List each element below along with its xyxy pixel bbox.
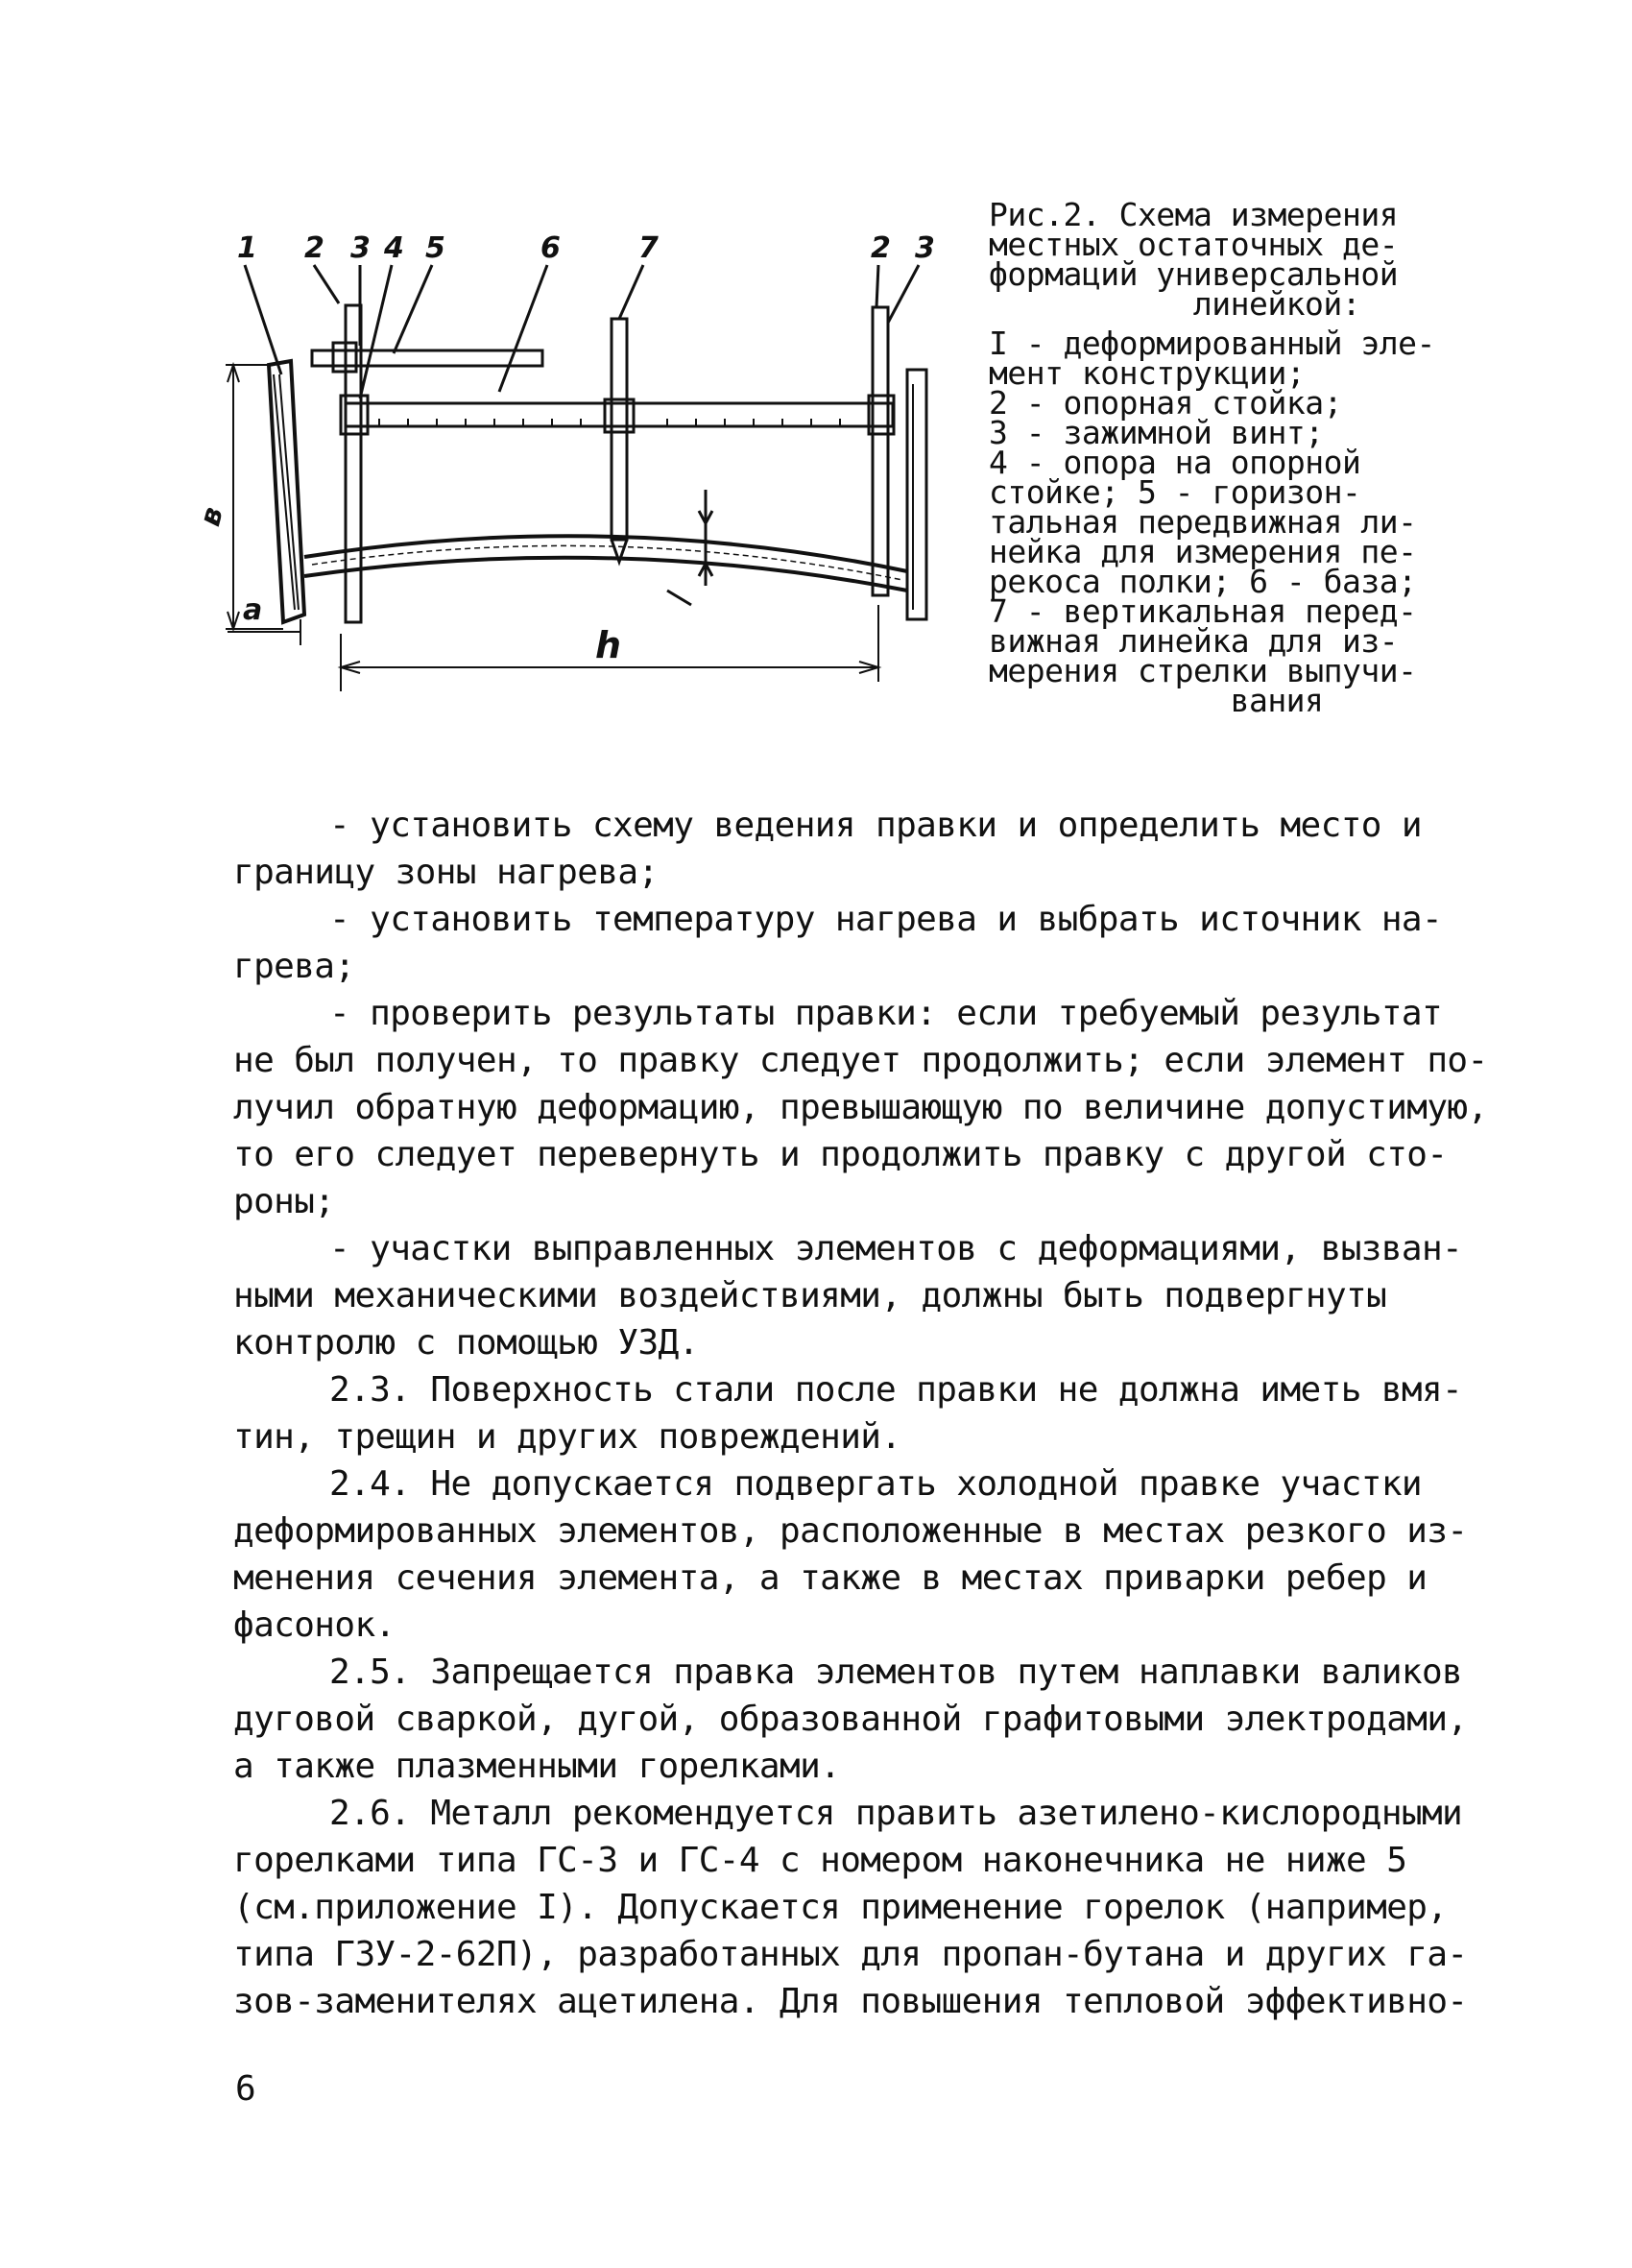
text-line: типа ГЗУ-2-62П), разработанных для пропан-бутана и других га-: [233, 1935, 1468, 1974]
text-line: роны;: [233, 1182, 335, 1221]
figure-label-4: 4: [384, 231, 404, 265]
legend-line: 4 - опора на опорной: [989, 444, 1361, 481]
legend-line: I - деформированный эле-: [989, 325, 1435, 362]
text-line: менения сечения элемента, а также в местах приварки ребер и: [233, 1558, 1428, 1598]
text-line: фасонок.: [233, 1605, 396, 1645]
text-line: дуговой сваркой, дугой, образованной графитовыми электродами,: [233, 1700, 1468, 1739]
text-line: - установить схему ведения правки и определить место и: [329, 806, 1422, 845]
dimension-a-label: a: [243, 593, 263, 627]
text-line: 2.6. Металл рекомендуется править азетилено-кислородными: [329, 1794, 1463, 1833]
caption-line: формаций универсальной: [989, 255, 1399, 293]
figure-label-7: 7: [638, 231, 659, 265]
legend-line: мерения стрелки выпучи-: [989, 652, 1417, 689]
legend-line: стойке; 5 - горизон-: [989, 473, 1361, 511]
legend-line: 3 - зажимной винт;: [989, 414, 1324, 451]
text-line: то его следует перевернуть и продолжить правку с другой сто-: [233, 1135, 1448, 1174]
text-line: ными механическими воздействиями, должны быть подвергнуты: [233, 1276, 1387, 1315]
figure-label-3: 3: [350, 231, 371, 265]
figure-label-2-right: 2: [871, 231, 891, 265]
legend-line: рекоса полки; 6 - база;: [989, 563, 1417, 600]
text-line: а также плазменными горелками.: [233, 1747, 841, 1786]
text-line: 2.5. Запрещается правка элементов путем наплавки валиков: [329, 1653, 1463, 1692]
legend-line: нейка для измерения пе-: [989, 533, 1417, 570]
text-line: тин, трещин и других повреждений.: [233, 1417, 901, 1457]
text-line: 2.3. Поверхность стали после правки не должна иметь вмя-: [329, 1370, 1463, 1410]
text-line: - проверить результаты правки: если требуемый результат: [329, 994, 1443, 1033]
text-line: - участки выправленных элементов с деформациями, вызван-: [329, 1229, 1463, 1268]
figure-label-1: 1: [237, 231, 257, 265]
figure-label-6: 6: [540, 231, 561, 265]
text-line: (см.приложение I). Допускается применение горелок (например,: [233, 1888, 1448, 1927]
legend-line: вижная линейка для из-: [989, 622, 1399, 660]
text-line: границу зоны нагрева;: [233, 853, 659, 892]
text-line: горелками типа ГС-3 и ГС-4 с номером наконечника не ниже 5: [233, 1841, 1407, 1880]
page-number: 6: [235, 2069, 256, 2109]
caption-line: местных остаточных де-: [989, 226, 1399, 263]
text-line: грева;: [233, 947, 355, 986]
legend-line: вания: [1230, 682, 1324, 719]
legend-line: 7 - вертикальная перед-: [989, 592, 1417, 630]
body-text: [233, 802, 1488, 2025]
figure-legend: [989, 325, 1565, 719]
caption-line: линейкой:: [1192, 285, 1361, 323]
legend-line: мент конструкции;: [989, 354, 1306, 392]
legend-line: 2 - опорная стойка;: [989, 384, 1342, 422]
figure-label-3-right: 3: [915, 231, 935, 265]
text-line: зов-заменителях ацетилена. Для повышения тепловой эффективно-: [233, 1982, 1468, 2021]
dimension-b-label: в: [193, 503, 231, 530]
text-line: - установить температуру нагрева и выбрать источник на-: [329, 900, 1443, 939]
text-line: 2.4. Не допускается подвергать холодной правке участки: [329, 1464, 1422, 1504]
figure-label-5: 5: [425, 231, 445, 265]
figure-label-2: 2: [304, 231, 324, 265]
dimension-h-label: h: [595, 624, 622, 666]
text-line: контролю с помощью УЗД.: [233, 1323, 699, 1363]
measurement-scheme-figure: [193, 230, 974, 691]
text-line: деформированных элементов, расположенные в местах резкого из-: [233, 1511, 1468, 1551]
text-line: лучил обратную деформацию, превышающую по величине допустимую,: [233, 1088, 1488, 1127]
figure-caption: [989, 196, 1565, 719]
legend-line: тальная передвижная ли-: [989, 503, 1417, 541]
text-line: не был получен, то правку следует продолжить; если элемент по-: [233, 1041, 1488, 1080]
caption-line: Рис.2. Схема измерения: [989, 196, 1399, 233]
